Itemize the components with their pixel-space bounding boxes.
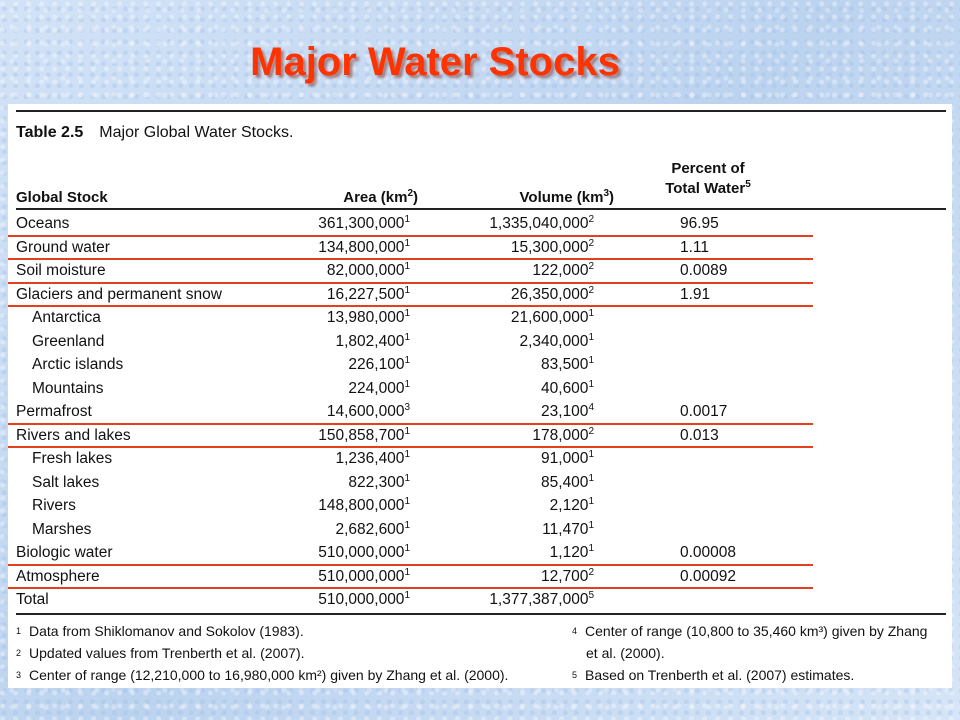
row-percent: 0.0017 <box>680 403 728 420</box>
row-volume: 23,100$^4$ <box>541 401 594 420</box>
header-volume: Volume $(km^3)$ <box>519 188 614 206</box>
row-volume: 85,400$^1$ <box>541 472 594 491</box>
row-stock-name: Marshes <box>32 520 92 538</box>
row-stock-name: Permafrost <box>16 403 92 420</box>
row-stock-name: Atmosphere <box>16 567 100 585</box>
row-volume: 178,000$^2$ <box>532 425 594 444</box>
row-area: 1,802,400$^1$ <box>335 331 410 350</box>
row-stock-name: Oceans <box>16 215 70 232</box>
table-row <box>8 424 952 448</box>
table-row <box>8 306 952 330</box>
row-volume: 1,335,040,000$^2$ <box>489 213 594 232</box>
footnotes-left <box>16 620 556 686</box>
row-volume: 12,700$^2$ <box>541 566 594 585</box>
table-row <box>8 236 952 260</box>
row-area: 2,682,600$^1$ <box>335 519 410 538</box>
row-volume: 91,000$^1$ <box>541 448 594 467</box>
row-area: 510,000,000$^1$ <box>318 589 410 608</box>
row-area: 150,858,700$^1$ <box>318 425 410 444</box>
row-area: 1,236,400$^1$ <box>335 448 410 467</box>
row-percent: 1.11 <box>680 238 710 256</box>
header-percent: Percent of Total Water$^5$ <box>665 160 751 197</box>
footnote-continuation: et al. (2000). <box>586 645 665 661</box>
table-row <box>8 377 952 401</box>
row-area: 134,800,000$^1$ <box>318 237 410 256</box>
top-rule <box>16 110 946 112</box>
row-volume: 122,000$^2$ <box>532 260 594 279</box>
row-area: 226,100$^1$ <box>348 354 410 373</box>
row-stock-name: Soil moisture <box>16 262 106 279</box>
footnote: $^4$ Center of range (10,800 to 35,460 km³) given by Zhang <box>572 623 928 639</box>
table-label <box>16 124 293 142</box>
row-stock-name: Total <box>16 591 49 608</box>
row-area: 82,000,000$^1$ <box>326 260 410 279</box>
row-percent: 0.0089 <box>680 262 728 279</box>
header-area: Area $(km^2)$ <box>343 188 418 206</box>
row-volume: 21,600,000$^1$ <box>510 307 594 326</box>
row-stock-name: Rivers and lakes <box>16 426 131 444</box>
header-rule <box>16 208 946 210</box>
row-stock-name: Salt lakes <box>32 473 100 491</box>
row-area: 148,800,000$^1$ <box>318 495 410 514</box>
row-area: 224,000$^1$ <box>348 378 410 397</box>
footnote: $^1$ Data from Shiklomanov and Sokolov (1983). <box>16 623 304 639</box>
row-stock-name: Glaciers and permanent snow <box>16 285 222 303</box>
table-row <box>8 283 952 307</box>
slide-title: Major Water Stocks <box>250 40 620 84</box>
row-stock-name: Rivers <box>32 497 76 514</box>
row-stock-name: Biologic water <box>16 544 113 561</box>
table-caption: Major Global Water Stocks. <box>99 124 294 141</box>
table-row <box>8 400 952 424</box>
table-row <box>8 259 952 283</box>
row-area: 361,300,000$^1$ <box>318 213 410 232</box>
row-stock-name: Fresh lakes <box>32 450 113 467</box>
table-document <box>8 104 952 688</box>
table-row <box>8 588 952 612</box>
table-row <box>8 494 952 518</box>
row-percent: 0.013 <box>680 426 719 444</box>
row-stock-name: Mountains <box>32 379 104 397</box>
row-stock-name: Greenland <box>32 332 105 350</box>
row-volume: 1,377,387,000$^5$ <box>489 589 594 608</box>
table-row <box>8 541 952 565</box>
footnote: $^5$ Based on Trenberth et al. (2007) estimates. <box>572 667 855 683</box>
table-row <box>8 212 952 236</box>
row-volume: 11,470$^1$ <box>542 519 594 538</box>
row-stock-name: Antarctica <box>32 309 101 326</box>
row-volume: 40,600$^1$ <box>541 378 594 397</box>
table-number: Table 2.5 <box>16 124 84 141</box>
footnote: $^3$ Center of range (12,210,000 to 16,980,000 km²) given by Zhang et al. (2000). <box>16 667 509 683</box>
row-stock-name: Ground water <box>16 238 110 256</box>
row-volume: 83,500$^1$ <box>541 354 594 373</box>
row-area: 510,000,000$^1$ <box>318 566 410 585</box>
footnote-rule <box>16 613 946 615</box>
table-row <box>8 471 952 495</box>
row-area: 14,600,000$^3$ <box>326 401 410 420</box>
row-percent: 1.91 <box>680 285 711 303</box>
row-area: 13,980,000$^1$ <box>326 307 410 326</box>
row-volume: 1,120$^1$ <box>549 542 594 561</box>
row-percent: 96.95 <box>680 215 719 232</box>
row-area: 16,227,500$^1$ <box>326 284 410 303</box>
row-volume: 2,340,000$^1$ <box>519 331 594 350</box>
row-volume: 15,300,000$^2$ <box>510 237 594 256</box>
table-body <box>8 212 952 612</box>
footnote: $^2$ Updated values from Trenberth et al. (2007). <box>16 645 305 661</box>
table-row <box>8 518 952 542</box>
footnotes-right <box>572 620 952 686</box>
row-volume: 26,350,000$^2$ <box>510 284 594 303</box>
table-row <box>8 330 952 354</box>
row-area: 510,000,000$^1$ <box>318 542 410 561</box>
row-area: 822,300$^1$ <box>348 472 410 491</box>
table-row <box>8 353 952 377</box>
table-row <box>8 447 952 471</box>
row-percent: 0.00008 <box>680 544 737 561</box>
table-row <box>8 565 952 589</box>
row-percent: 0.00092 <box>680 567 737 585</box>
row-volume: 2,120$^1$ <box>549 495 594 514</box>
row-stock-name: Arctic islands <box>32 356 124 373</box>
header-global-stock: Global Stock <box>16 189 108 206</box>
